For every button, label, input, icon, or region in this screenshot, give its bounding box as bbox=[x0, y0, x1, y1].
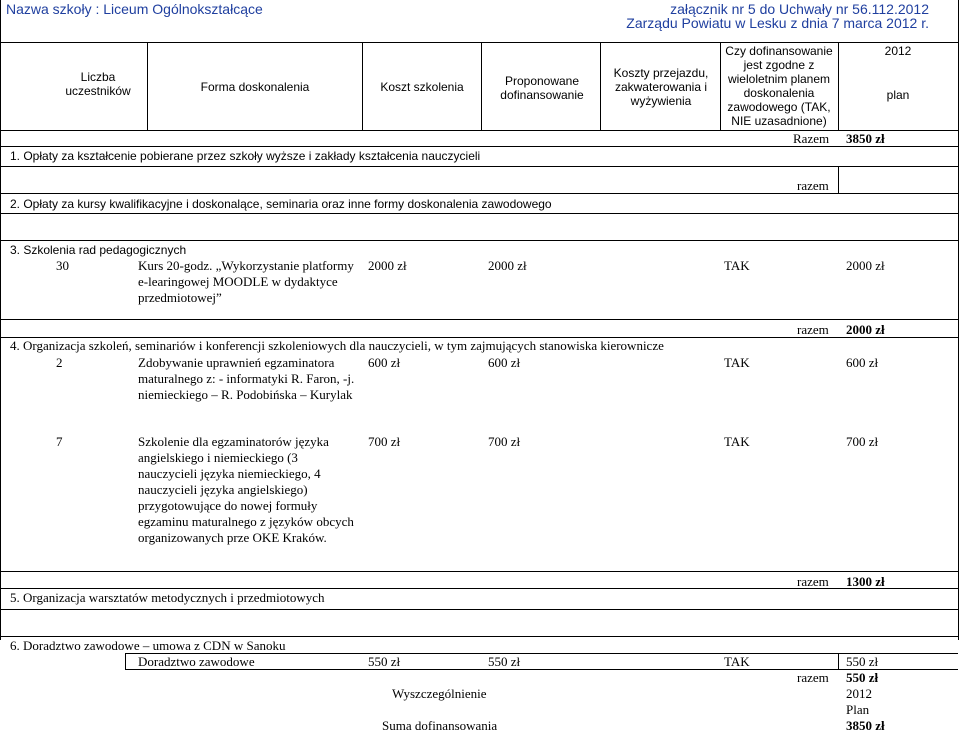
row-cost: 2000 zł bbox=[368, 258, 407, 273]
school-name: Nazwa szkoły : Liceum Ogólnokształcące bbox=[6, 1, 263, 17]
row-cost: 700 zł bbox=[368, 434, 401, 449]
row-compliance: TAK bbox=[724, 654, 750, 669]
row-proposed: 700 zł bbox=[488, 434, 521, 449]
row-participants: 7 bbox=[56, 434, 63, 449]
row-compliance: TAK bbox=[724, 258, 750, 273]
header-plan: plan bbox=[886, 88, 910, 102]
row-form: Doradztwo zawodowe bbox=[138, 654, 255, 669]
section-1-title: 1. Opłaty za kształcenie pobierane przez szkoły wyższe i zakłady kształcenia nauczycieli bbox=[10, 149, 481, 163]
summary-spec-label: Wyszczególnienie bbox=[392, 686, 487, 701]
section-3-title: 3. Szkolenia rad pedagogicznych bbox=[10, 243, 187, 257]
row-compliance: TAK bbox=[724, 434, 750, 449]
row-form: Szkolenie dla egzaminatorów języka angielskiego i niemieckiego (3 nauczycieli języka niemieckiego, 4 nauczycieli języka angielskiego) przygotowujące do nowej formuły egzaminu maturalnego z języków obcych organizowanych prze OKE Kraków. bbox=[138, 434, 354, 545]
header-cost: Koszt szkolenia bbox=[380, 80, 464, 94]
section-2-title: 2. Opłaty za kursy kwalifikacyjne i doskonalące, seminaria oraz inne formy doskonalenia zawodowego bbox=[10, 197, 552, 211]
summary-sum-label: Suma dofinansowania bbox=[382, 718, 498, 733]
row-cost: 550 zł bbox=[368, 654, 401, 669]
header-travel: Koszty przejazdu, zakwaterowania i wyżywienia bbox=[613, 66, 709, 108]
section-1-total-value: 3850 zł bbox=[846, 131, 885, 146]
section-6-title: 6. Doradztwo zawodowe – umowa z CDN w Sanoku bbox=[10, 638, 286, 653]
row-proposed: 2000 zł bbox=[488, 258, 527, 273]
row-proposed: 550 zł bbox=[488, 654, 521, 669]
annex-line-2: Zarządu Powiatu w Lesku z dnia 7 marca 2012 r. bbox=[626, 15, 929, 31]
row-proposed: 600 zł bbox=[488, 355, 521, 370]
row-compliance: TAK bbox=[724, 355, 750, 370]
section-6-total-value: 550 zł bbox=[846, 670, 879, 685]
section-4-total-label: razem bbox=[797, 574, 829, 589]
row-plan: 550 zł bbox=[846, 654, 879, 669]
header-year: 2012 bbox=[884, 44, 912, 58]
header-form: Forma doskonalenia bbox=[200, 80, 310, 94]
row-form: Zdobywanie uprawnień egzaminatora maturalnego z: - informatyki R. Faron, -j. niemieckiego – R. Podobińska – Kurylak bbox=[138, 355, 355, 402]
summary-plan-label: Plan bbox=[846, 702, 870, 717]
section-4-total-value: 1300 zł bbox=[846, 574, 885, 589]
row-plan: 600 zł bbox=[846, 355, 879, 370]
summary-sum-value: 3850 zł bbox=[846, 718, 885, 733]
row-participants: 30 bbox=[56, 258, 69, 273]
row-form: Kurs 20-godz. „Wykorzystanie platformy e-learingowej MOODLE w dydaktyce przedmiotowej” bbox=[138, 258, 354, 305]
row-participants: 2 bbox=[56, 355, 63, 370]
row-plan: 700 zł bbox=[846, 434, 879, 449]
section-2-total-label: razem bbox=[797, 178, 829, 193]
section-1-total-label: Razem bbox=[793, 131, 830, 146]
row-cost: 600 zł bbox=[368, 355, 401, 370]
section-3-total-label: razem bbox=[797, 322, 829, 337]
annex-line-1: załącznik nr 5 do Uchwały nr 56.112.2012 bbox=[670, 1, 929, 17]
section-5-title: 5. Organizacja warsztatów metodycznych i przedmiotowych bbox=[10, 590, 325, 605]
header-compliance: Czy dofinansowanie jest zgodne z wieloletnim planem doskonalenia zawodowego (TAK, NIE uzasadnione) bbox=[725, 44, 833, 128]
header-participants: Liczba uczestników bbox=[65, 70, 131, 98]
section-3-total-value: 2000 zł bbox=[846, 322, 885, 337]
row-plan: 2000 zł bbox=[846, 258, 885, 273]
header-proposed: Proponowane dofinansowanie bbox=[500, 74, 584, 102]
summary-spec-value: 2012 bbox=[846, 686, 872, 701]
section-6-total-label: razem bbox=[797, 670, 829, 685]
section-4-title: 4. Organizacja szkoleń, seminariów i konferencji szkoleniowych dla nauczycieli, w tym zajmujących stanowiska kierownicze bbox=[10, 338, 664, 353]
